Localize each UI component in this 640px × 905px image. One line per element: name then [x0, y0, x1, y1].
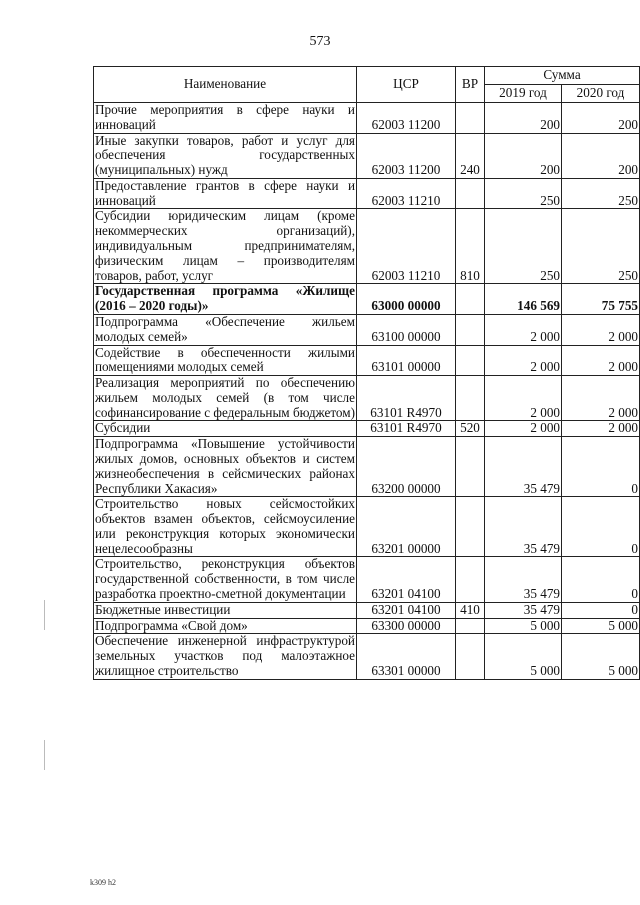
- row-sum-2020: 75 755: [562, 284, 640, 315]
- table-row: [94, 437, 640, 497]
- table-row: [94, 557, 640, 602]
- row-name: Предоставление грантов в сфере науки и инноваций: [95, 178, 355, 208]
- row-vr: [456, 437, 485, 497]
- margin-mark: [44, 600, 45, 630]
- row-vr: [456, 618, 485, 634]
- table-row: [94, 634, 640, 679]
- row-sum-2020: 0: [562, 437, 640, 497]
- table-row: [94, 602, 640, 618]
- row-vr: [456, 497, 485, 557]
- table-row: [94, 103, 640, 134]
- row-csr: 63101 R4970: [357, 421, 456, 437]
- budget-table: [93, 66, 640, 680]
- table-row: [94, 209, 640, 284]
- row-vr: [456, 634, 485, 679]
- footer-code: k309 h2: [90, 878, 116, 887]
- row-vr: [456, 345, 485, 376]
- row-sum-2020: 200: [562, 103, 640, 134]
- row-csr: 63300 00000: [357, 618, 456, 634]
- row-sum-2020: 5 000: [562, 634, 640, 679]
- row-name: Содействие в обеспеченности жилыми помещениями молодых семей: [95, 345, 355, 375]
- row-name: Субсидии юридическим лицам (кроме некоммерческих организаций), индивидуальным предпринимателям, физическим лицам – производителям товаров, работ, услуг: [95, 208, 355, 283]
- row-csr: 62003 11210: [357, 178, 456, 209]
- row-csr: 63201 04100: [357, 557, 456, 602]
- row-sum-2020: 2 000: [562, 376, 640, 421]
- row-sum-2020: 250: [562, 209, 640, 284]
- header-year-2019: 2019 год: [485, 85, 562, 103]
- row-vr: 240: [456, 133, 485, 178]
- row-name: Обеспечение инженерной инфраструктурой земельных участков под малоэтажное жилищное строительство: [95, 633, 355, 678]
- row-sum-2019: 5 000: [485, 618, 562, 634]
- header-vr: ВР: [456, 67, 485, 103]
- row-vr: 520: [456, 421, 485, 437]
- row-csr: 63101 R4970: [357, 376, 456, 421]
- row-csr: 62003 11200: [357, 103, 456, 134]
- row-sum-2020: 2 000: [562, 314, 640, 345]
- row-sum-2019: 2 000: [485, 345, 562, 376]
- header-sum: Сумма: [485, 67, 640, 85]
- table-row: [94, 345, 640, 376]
- row-csr: 63200 00000: [357, 437, 456, 497]
- row-sum-2019: 200: [485, 133, 562, 178]
- row-name: Подпрограмма «Свой дом»: [94, 618, 357, 634]
- row-sum-2020: 0: [562, 497, 640, 557]
- row-name: Бюджетные инвестиции: [94, 602, 357, 618]
- row-sum-2019: 35 479: [485, 497, 562, 557]
- row-name: Строительство, реконструкция объектов государственной собственности, в том числе разработка проектно-сметной документации: [95, 556, 355, 601]
- header-year-2020: 2020 год: [562, 85, 640, 103]
- table-row: [94, 376, 640, 421]
- row-csr: 63100 00000: [357, 314, 456, 345]
- row-csr: 63101 00000: [357, 345, 456, 376]
- row-csr: 62003 11200: [357, 133, 456, 178]
- row-sum-2020: 2 000: [562, 345, 640, 376]
- row-sum-2020: 0: [562, 602, 640, 618]
- row-sum-2019: 35 479: [485, 557, 562, 602]
- row-sum-2020: 0: [562, 557, 640, 602]
- row-sum-2019: 35 479: [485, 437, 562, 497]
- header-name: Наименование: [94, 67, 357, 103]
- page-number: 573: [309, 34, 331, 49]
- row-sum-2019: 5 000: [485, 634, 562, 679]
- table-row: [94, 421, 640, 437]
- row-sum-2019: 250: [485, 178, 562, 209]
- row-name: Подпрограмма «Повышение устойчивости жилых домов, основных объектов и систем жизнеобеспечения в сейсмических районах Республики Хакасия»: [95, 436, 355, 496]
- row-name: Строительство новых сейсмостойких объектов взамен объектов, сейсмоусиление или реконструкция которых экономически нецелесообразны: [95, 496, 355, 556]
- row-sum-2019: 35 479: [485, 602, 562, 618]
- row-sum-2019: 2 000: [485, 421, 562, 437]
- table-row: [94, 497, 640, 557]
- row-name: Государственная программа «Жилище (2016 – 2020 годы)»: [95, 283, 355, 314]
- row-name: Реализация мероприятий по обеспечению жильем молодых семей (в том числе софинансирование с федеральным бюджетом): [95, 375, 356, 420]
- table-body: [94, 103, 640, 680]
- row-sum-2019: 2 000: [485, 376, 562, 421]
- table-row: [94, 178, 640, 209]
- row-vr: [456, 376, 485, 421]
- row-vr: 810: [456, 209, 485, 284]
- row-sum-2020: 2 000: [562, 421, 640, 437]
- row-sum-2019: 146 569: [485, 284, 562, 315]
- margin-mark: [44, 740, 45, 770]
- row-csr: 63201 04100: [357, 602, 456, 618]
- row-sum-2019: 200: [485, 103, 562, 134]
- table-row: [94, 133, 640, 178]
- row-sum-2019: 250: [485, 209, 562, 284]
- row-name: Иные закупки товаров, работ и услуг для обеспечения государственных (муниципальных) нужд: [95, 133, 355, 178]
- header-csr: ЦСР: [357, 67, 456, 103]
- table-header: [94, 67, 640, 103]
- table-row: [94, 618, 640, 634]
- row-name: Субсидии: [94, 421, 357, 437]
- row-csr: 63000 00000: [357, 284, 456, 315]
- row-vr: 410: [456, 602, 485, 618]
- row-vr: [456, 178, 485, 209]
- row-name: Подпрограмма «Обеспечение жильем молодых семей»: [95, 314, 355, 344]
- row-name: Прочие мероприятия в сфере науки и инноваций: [95, 102, 355, 132]
- row-vr: [456, 284, 485, 315]
- row-sum-2019: 2 000: [485, 314, 562, 345]
- table-row: [94, 314, 640, 345]
- row-sum-2020: 250: [562, 178, 640, 209]
- row-vr: [456, 557, 485, 602]
- row-csr: 62003 11210: [357, 209, 456, 284]
- row-sum-2020: 200: [562, 133, 640, 178]
- row-vr: [456, 314, 485, 345]
- row-csr: 63301 00000: [357, 634, 456, 679]
- table-row: [94, 284, 640, 315]
- row-csr: 63201 00000: [357, 497, 456, 557]
- row-vr: [456, 103, 485, 134]
- row-sum-2020: 5 000: [562, 618, 640, 634]
